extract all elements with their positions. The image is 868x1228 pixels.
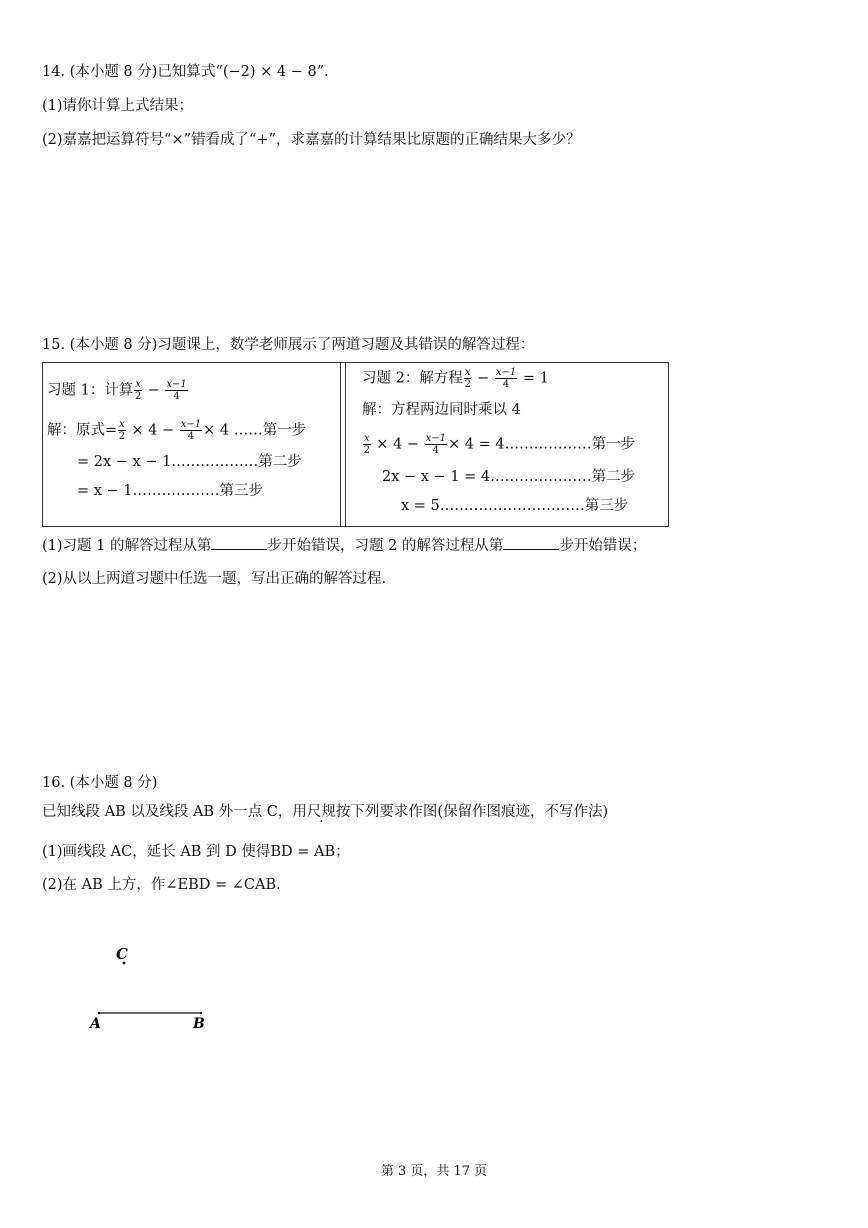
problem2-step3: x = 5…………………………第三步 <box>401 498 629 514</box>
q15-part1 <box>42 535 646 556</box>
problem2-title: 习题 2：解方程 $\frac{x}{2}$ − $\frac{x-1}{4}$ = 1 <box>362 367 549 390</box>
fraction: $\frac{x-1}{4}$ <box>425 433 446 456</box>
q16-intro-a: 已知线段 AB 以及线段 AB 外一点 C，用 <box>42 804 307 820</box>
fraction: $\frac{x}{2}$ <box>464 367 471 390</box>
q16-intro-emphasis: 尺规 <box>306 804 336 820</box>
answer-blank-1[interactable] <box>211 535 267 550</box>
problem2-step2: 2x − x − 1 = 4…………………第二步 <box>382 469 636 485</box>
fraction: $\frac{x}{2}$ <box>363 433 370 456</box>
problem1-step1-suffix: × 4 ……第一步 <box>203 422 307 439</box>
fraction: $\frac{x-1}{4}$ <box>166 379 187 402</box>
label-b: B <box>193 1016 205 1032</box>
problem2-sol: 解：方程两边同时乘以 4 <box>362 402 521 418</box>
q14-expression: “(−2) × 4 − 8”． <box>215 64 339 80</box>
q15-part1-b: 步开始错误，习题 2 的解答过程从第 <box>267 538 504 554</box>
q16-intro <box>42 802 608 822</box>
problem1-sol-prefix: 解：原式= <box>47 422 118 439</box>
problem1-title-text: 习题 1：计算 <box>47 382 134 399</box>
q15-part2: (2)从以上两道习题中任选一题，写出正确的解答过程. <box>42 571 387 587</box>
q16-part2: (2)在 AB 上方，作∠EBD = ∠CAB. <box>42 877 281 893</box>
q14-part1: (1)请你计算上式结果； <box>42 98 194 114</box>
fraction: $\frac{x-1}{4}$ <box>180 419 202 442</box>
problem2-title-tail: = 1 <box>522 370 549 387</box>
q15-part1-a: (1)习题 1 的解答过程从第 <box>42 538 212 554</box>
problem2-title-text: 习题 2：解方程 <box>362 370 463 387</box>
problem1-step1: 解：原式= $\frac{x}{2}$ × 4 − $\frac{x-1}{4}$ × 4 ……第一步 <box>47 419 307 442</box>
problem2-step1: $\frac{x}{2}$ × 4 − $\frac{x-1}{4}$ × 4 = 4………………第一步 <box>363 433 636 456</box>
q14-part2: (2)嘉嘉把运算符号“×”错看成了“+”，求嘉嘉的计算结果比原题的正确结果大多少？ <box>42 132 581 148</box>
problem2-step1-suffix: × 4 = 4………………第一步 <box>448 436 636 453</box>
q15-header: 15. (本小题 8 分)习题课上，数学老师展示了两道习题及其错误的解答过程： <box>42 337 535 353</box>
point-a <box>98 1012 100 1014</box>
answer-blank-2[interactable] <box>503 535 559 550</box>
q15-problem-box <box>42 362 669 527</box>
page-footer: 第 3 页，共 17 页 <box>380 1164 488 1179</box>
point-b <box>200 1012 202 1014</box>
fraction: $\frac{x}{2}$ <box>134 379 142 402</box>
q14-header <box>42 62 339 82</box>
fraction: $\frac{x-1}{4}$ <box>495 367 517 390</box>
problem1-title: 习题 1：计算 $\frac{x}{2}$ − $\frac{x-1}{4}$ <box>47 379 187 402</box>
geometry-figure <box>80 935 240 1045</box>
q16-header: 16. (本小题 8 分) <box>42 775 158 791</box>
problem1-step2: = 2x − x − 1………………第二步 <box>77 454 302 470</box>
label-c: C <box>116 945 128 963</box>
box-divider <box>340 363 346 526</box>
fraction: $\frac{x}{2}$ <box>118 419 126 442</box>
problem1-step3: = x − 1………………第三步 <box>77 483 264 499</box>
q16-intro-b: 按下列要求作图(保留作图痕迹，不写作法) <box>335 804 609 820</box>
label-a: A <box>90 1016 101 1032</box>
q15-part1-c: 步开始错误； <box>559 538 647 554</box>
q16-part1: (1)画线段 AC，延长 AB 到 D 使得BD = AB； <box>42 844 350 860</box>
q14-header-text: 14. (本小题 8 分)已知算式 <box>42 64 216 80</box>
